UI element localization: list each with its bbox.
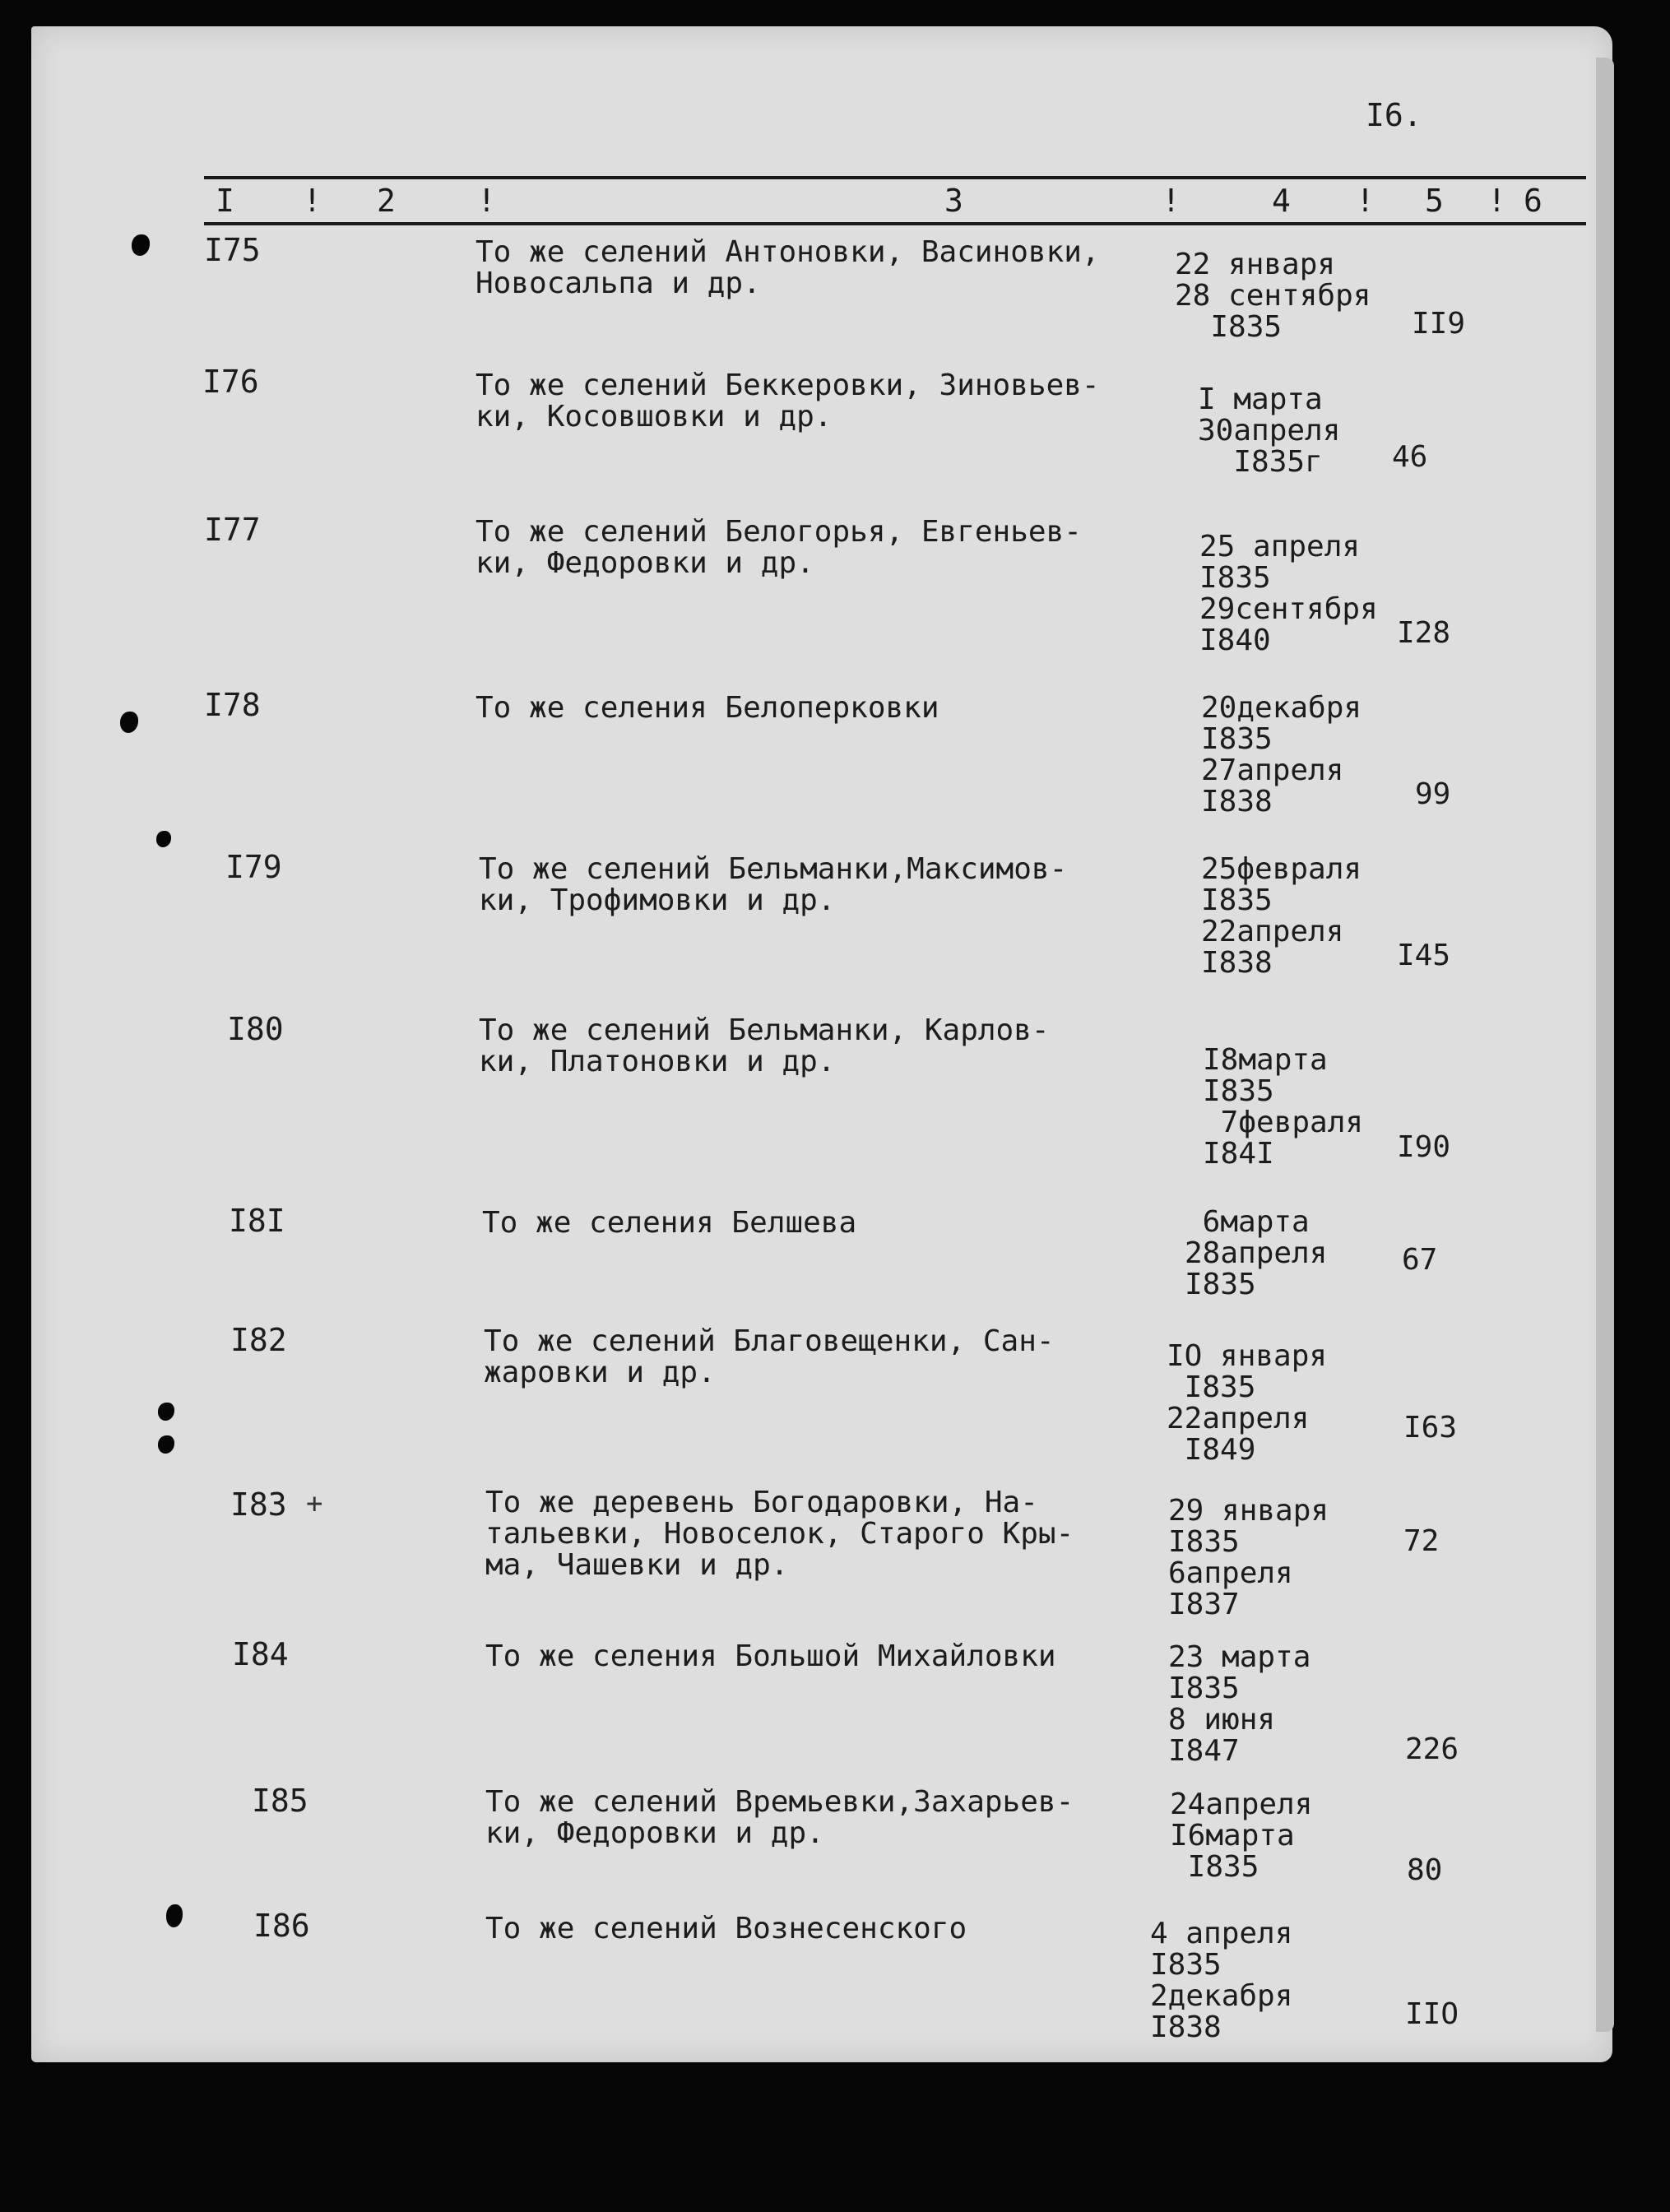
header-col-5: 5: [1425, 183, 1444, 219]
row-count: IIO: [1405, 1997, 1459, 2031]
row-dates: 20декабря I835 27апреля I838: [1201, 691, 1362, 818]
row-description: То же селений Благовещенки, Сан- жаровки и др.: [484, 1324, 1055, 1389]
row-dates: 25февраля I835 22апреля I838: [1201, 852, 1362, 980]
row-dates: 6марта 28апреля I835: [1185, 1205, 1328, 1301]
row-number: I76: [202, 364, 259, 400]
header-sep-1: !: [303, 183, 322, 219]
row-number: I78: [204, 687, 261, 723]
row-count: I90: [1397, 1130, 1451, 1164]
row-count: I28: [1397, 616, 1451, 650]
page-number: I6.: [1366, 97, 1422, 133]
row-description: То же деревень Богодаровки, На- тальевки, Новоселок, Старого Кры- ма, Чашевки и др.: [485, 1486, 1074, 1582]
row-dates: I8марта I835 7февраля I84I: [1203, 1043, 1364, 1171]
row-dates: 4 апреля I835 2декабря I838: [1150, 1917, 1293, 2044]
row-count: 226: [1405, 1732, 1459, 1766]
row-count: I63: [1403, 1411, 1458, 1445]
row-description: То же селений Вознесенского: [485, 1912, 967, 1945]
row-number: I85: [252, 1783, 308, 1819]
row-count: I45: [1397, 939, 1451, 972]
row-dates: 23 марта I835 8 июня I847: [1168, 1640, 1311, 1768]
row-description: То же селения Большой Михайловки: [485, 1639, 1056, 1673]
header-col-2: 2: [377, 183, 396, 219]
row-description: То же селения Белоперковки: [475, 691, 939, 725]
row-count: 46: [1392, 440, 1428, 474]
header-top-rule: [204, 176, 1586, 179]
row-description: То же селений Бельманки,Максимов- ки, Трофимовки и др.: [479, 852, 1068, 917]
header-sep-5: !: [1487, 183, 1506, 219]
row-count: 72: [1403, 1524, 1440, 1558]
row-dates: 22 января 28 сентября I835: [1175, 248, 1371, 344]
row-number: I86: [253, 1908, 310, 1944]
row-count: II9: [1412, 307, 1466, 341]
row-number: I83: [230, 1486, 287, 1523]
row-count: 99: [1415, 777, 1451, 811]
header-col-3: 3: [944, 183, 963, 219]
row-description: То же селений Белогорья, Евгеньев- ки, Федоровки и др.: [475, 515, 1082, 580]
row-description: То же селений Бельманки, Карлов- ки, Платоновки и др.: [479, 1013, 1050, 1078]
row-number: I79: [225, 849, 282, 885]
row-number: I75: [204, 232, 261, 268]
row-description: То же селения Белшева: [482, 1206, 857, 1240]
header-sep-3: !: [1162, 183, 1181, 219]
header-bottom-rule: [204, 222, 1586, 225]
header-sep-2: !: [477, 183, 496, 219]
row-number: I8I: [229, 1203, 285, 1239]
row-description: То же селений Беккеровки, Зиновьев- ки, Косовшовки и др.: [475, 369, 1100, 434]
row-description: То же селений Антоновки, Васиновки, Новосальпа и др.: [475, 235, 1100, 300]
header-col-4: 4: [1272, 183, 1291, 219]
row-description: То же селений Времьевки,Захарьев- ки, Федоровки и др.: [485, 1785, 1074, 1850]
row-dates: IO января I835 22апреля I849: [1167, 1339, 1328, 1467]
header-col-6: 6: [1524, 183, 1542, 219]
row-number: I80: [227, 1011, 284, 1047]
row-number: I77: [204, 512, 261, 548]
row-number: I84: [232, 1636, 289, 1672]
row-dates: 24апреля I6марта I835: [1170, 1788, 1313, 1884]
row-count: 80: [1407, 1853, 1443, 1887]
handwritten-cross: +: [306, 1487, 323, 1520]
row-dates: I марта 30апреля I835г: [1198, 383, 1341, 479]
row-dates: 29 января I835 6апреля I837: [1168, 1494, 1329, 1621]
row-number: I82: [230, 1322, 287, 1358]
header-sep-4: !: [1356, 183, 1375, 219]
page-edge: [1596, 58, 1614, 2032]
header-col-1: I: [216, 183, 234, 219]
row-dates: 25 апреля I835 29сентября I840: [1199, 530, 1378, 657]
row-count: 67: [1402, 1243, 1438, 1277]
